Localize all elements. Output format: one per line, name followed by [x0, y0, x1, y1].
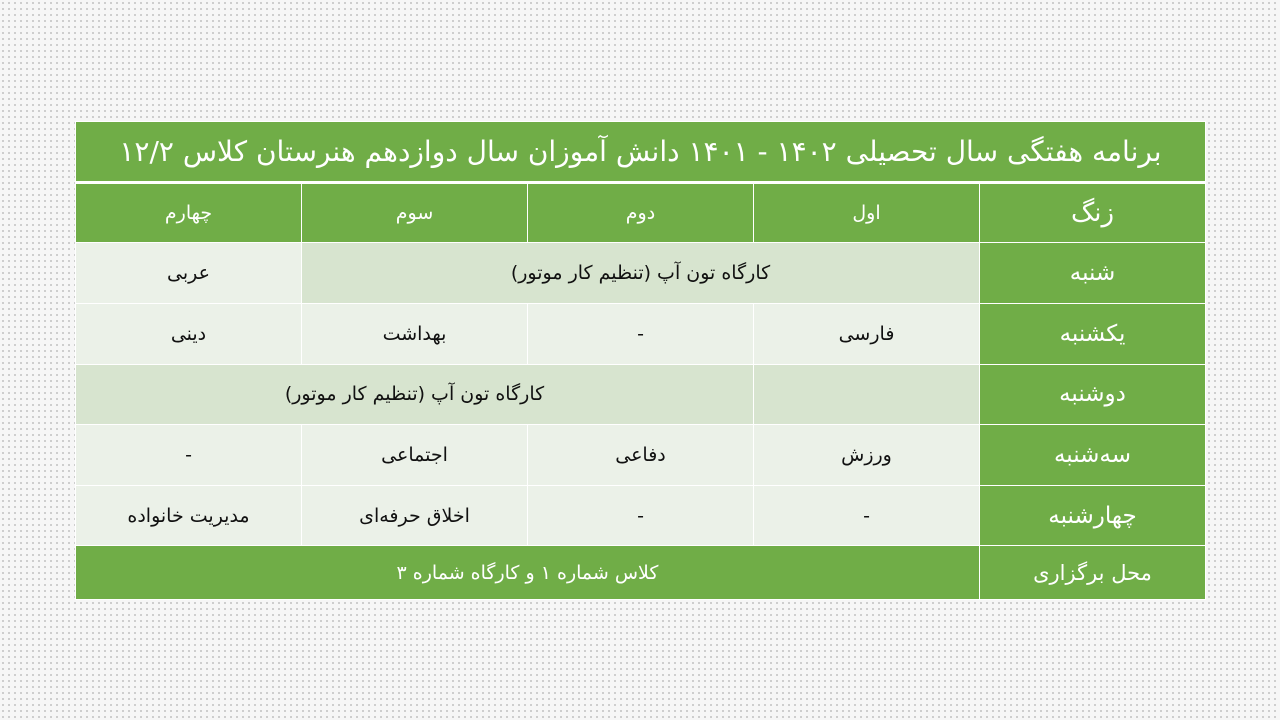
row-monday	[76, 364, 1206, 425]
venue-value: کلاس شماره ۱ و کارگاه شماره ۳	[76, 546, 980, 600]
row-wednesday	[76, 485, 1206, 546]
wednesday-period-1: -	[754, 485, 980, 546]
tuesday-period-1: ورزش	[754, 425, 980, 486]
period-4-header: چهارم	[76, 182, 302, 243]
period-3-header: سوم	[302, 182, 528, 243]
row-saturday	[76, 243, 1206, 304]
sunday-period-4: دینی	[76, 303, 302, 364]
saturday-period-4: عربی	[76, 243, 302, 304]
period-2-header: دوم	[528, 182, 754, 243]
title-row	[76, 122, 1206, 183]
monday-workshop: کارگاه تون آپ (تنظیم کار موتور)	[76, 364, 754, 425]
bell-header: زنگ	[980, 182, 1206, 243]
sunday-period-3: بهداشت	[302, 303, 528, 364]
period-1-header: اول	[754, 182, 980, 243]
header-row	[76, 182, 1206, 243]
wednesday-period-2: -	[528, 485, 754, 546]
day-tuesday: سه‌شنبه	[980, 425, 1206, 486]
footer-row	[76, 546, 1206, 600]
weekly-schedule-table	[75, 121, 1206, 600]
row-sunday	[76, 303, 1206, 364]
day-saturday: شنبه	[980, 243, 1206, 304]
saturday-workshop: کارگاه تون آپ (تنظیم کار موتور)	[302, 243, 980, 304]
tuesday-period-4: -	[76, 425, 302, 486]
sunday-period-1: فارسی	[754, 303, 980, 364]
monday-period-1	[754, 364, 980, 425]
venue-label: محل برگزاری	[980, 546, 1206, 600]
day-monday: دوشنبه	[980, 364, 1206, 425]
row-tuesday	[76, 425, 1206, 486]
schedule-title: برنامه هفتگی سال تحصیلی ۱۴۰۲ - ۱۴۰۱ دانش آموزان سال دوازدهم هنرستان کلاس ۱۲/۲	[76, 122, 1206, 183]
sunday-period-2: -	[528, 303, 754, 364]
day-sunday: یکشنبه	[980, 303, 1206, 364]
wednesday-period-4: مدیریت خانواده	[76, 485, 302, 546]
day-wednesday: چهارشنبه	[980, 485, 1206, 546]
tuesday-period-3: اجتماعی	[302, 425, 528, 486]
wednesday-period-3: اخلاق حرفه‌ای	[302, 485, 528, 546]
tuesday-period-2: دفاعی	[528, 425, 754, 486]
